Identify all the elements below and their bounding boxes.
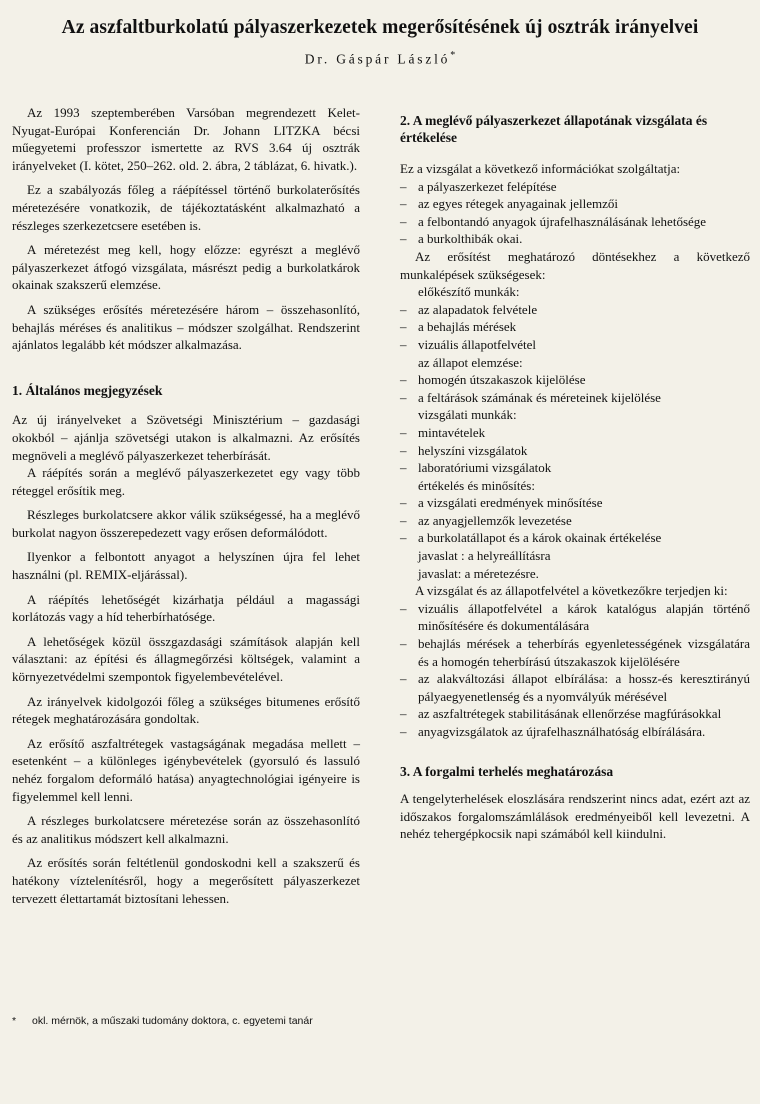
- list-item: – vizuális állapotfelvétel: [400, 336, 750, 354]
- info-list: [400, 178, 750, 248]
- section-heading-2: 2. A meglévő pályaszerkezet állapotának vizsgálata és értékelése: [400, 113, 708, 145]
- intro-paragraph: Az 1993 szeptemberében Varsóban megrendezett Kelet-Nyugat-Európai Konferencián Dr. Johann LITZKA bécsi műegyetemi professzor ismertette az RVS 3.64 új osztrák irányelveket (I. kötet, 250–262. old. 2. ábra, 2 táblázat, 6. hivatk.).: [12, 105, 360, 173]
- list-item: – mintavételek: [400, 424, 750, 442]
- footnote: [12, 1015, 412, 1027]
- intro-paragraph: A szükséges erősítés méretezésére három – összehasonlító, behajlás méréses és analitikus – módszer szolgálhat. Rendszerint ajánlatos legalább két módszer alkalmazása.: [12, 301, 360, 353]
- body-paragraph: Az irányelvek kidolgozói főleg a szükséges bitumenes erősítő rétegek meghatározására gondoltak.: [12, 693, 360, 727]
- state-list: [400, 371, 750, 406]
- list-label: vizsgálati munkák:: [418, 407, 517, 423]
- list-item: – az aszfaltrétegek stabilitásának ellenőrzése magfúrásokkal: [400, 705, 750, 723]
- list-item: – laboratóriumi vizsgálatok: [400, 459, 750, 477]
- list-item: – a feltárások számának és méreteinek kijelölése: [400, 389, 750, 407]
- body-paragraph: A részleges burkolatcsere méretezése során az összehasonlító és az analitikus módszert kell alkalmazni.: [12, 813, 360, 846]
- body-paragraph: Az új irányelveket a Szövetségi Minisztérium – gazdasági okokból – ajánlja szövetségi utakon is alkalmazni. Az erősítés megnöveli a meglévő pályaszerkezet teherbírását.: [12, 412, 360, 463]
- list-label: értékelés és minősítés:: [418, 477, 535, 493]
- list-item: – vizuális állapotfelvétel a károk katalógus alapján történő minősítésére és dokumentálására: [400, 600, 750, 635]
- section-heading-3: 3. A forgalmi terhelés meghatározása: [400, 763, 614, 779]
- author-name: Dr. Gáspár László: [304, 51, 451, 67]
- list-item: – a vizsgálati eredmények minősítése: [400, 494, 750, 512]
- right-column: [400, 112, 750, 843]
- list-label: az állapot elemzése:: [418, 354, 523, 370]
- footnote-mark: *: [12, 1015, 17, 1027]
- list-item: – a burkolatállapot és a károk okainak értékelése: [400, 529, 750, 547]
- eval-list: [400, 494, 750, 547]
- extend-list: [400, 600, 750, 741]
- body-paragraph: Ez a vizsgálat a következő információkat szolgáltatja:: [400, 161, 681, 176]
- list-item: – az alapadatok felvétele: [400, 301, 750, 319]
- article-title: Az aszfaltburkolatú pályaszerkezetek megerősítésének új osztrák irányelvei: [61, 17, 699, 38]
- list-item: – homogén útszakaszok kijelölése: [400, 371, 750, 389]
- list-item: – a burkolthibák okai.: [400, 230, 750, 248]
- body-paragraph: A tengelyterhelések eloszlására rendszerint nincs adat, ezért azt az időszakos forgalomszámlálások eredményeiből kell levezetni. A nehéz tehergépkocsik napi számából kell kiindulni.: [400, 791, 750, 842]
- list-item: – a behajlás mérések: [400, 318, 750, 336]
- proposal-line: javaslat : a helyreállításra: [418, 548, 551, 564]
- author-footnote-mark: *: [450, 50, 456, 61]
- body-paragraph: A vizsgálat és az állapotfelvétel a következőkre terjedjen ki:: [415, 583, 728, 599]
- list-item: – a felbontandó anyagok újrafelhasználásának lehetősége: [400, 213, 750, 231]
- list-item: – helyszíni vizsgálatok: [400, 442, 750, 460]
- body-paragraph: Ilyenkor a felbontott anyagot a helyszínen újra fel lehet használni (pl. REMIX-eljárással).: [12, 549, 360, 583]
- body-paragraph: Részleges burkolatcsere akkor válik szükségessé, ha a meglévő burkolat nagyon összerepedezett vagy erősen deformálódott.: [12, 507, 360, 540]
- body-paragraph: Az erősítést meghatározó döntésekhez a következő munkalépések szükségesek:: [400, 248, 750, 282]
- left-column: [12, 104, 360, 907]
- body-paragraph: A ráépítés során a meglévő pályaszerkezetet egy vagy több réteggel erősítik meg.: [12, 465, 360, 498]
- body-paragraph: Az erősítés során feltétlenül gondoskodni kell a szakszerű és hatékony víztelenítésről, hogy a megerősített pályaszerkezet tervezett élettartamát biztosítani lehessen.: [12, 855, 360, 906]
- exam-list: [400, 424, 750, 477]
- list-item: – a pályaszerkezet felépítése: [400, 178, 750, 196]
- prep-list: [400, 301, 750, 354]
- section-heading-1: 1. Általános megjegyzések: [12, 382, 163, 398]
- list-label: előkészítő munkák:: [418, 284, 520, 300]
- body-paragraph: A ráépítés lehetőségét kizárhatja például a magassági korlátozás vagy a híd teherbírhatósége.: [12, 591, 360, 625]
- footnote-text: okl. mérnök, a műszaki tudomány doktora, c. egyetemi tanár: [32, 1015, 313, 1027]
- intro-paragraph: Ez a szabályozás főleg a ráépítéssel történő burkolaterősítés méretezésére vonatkozik, de tájékoztatásként alkalmazható a részleges szerkezetcsere esetében is.: [12, 182, 360, 233]
- proposal-line: javaslat: a méretezésre.: [418, 565, 539, 581]
- article-author: [0, 50, 760, 68]
- list-item: – behajlás mérések a teherbírás egyenletességének vizsgálatára és a homogén teherbírású útszakaszok kijelölésére: [400, 635, 750, 670]
- body-paragraph: A lehetőségek közül összgazdasági számítások alapján kell választani: az építési és állagmegőrzési költségek, valamint a környezetvédelmi szempontok figyelembevételével.: [12, 633, 360, 685]
- intro-paragraph: A méretezést meg kell, hogy előzze: egyrészt a meglévő pályaszerkezet átfogó vizsgálata, másrészt pedig a burkolatkárok okainak szakszerű elemzése.: [12, 242, 360, 293]
- list-item: – az anyagjellemzők levezetése: [400, 512, 750, 530]
- list-item: – az alakváltozási állapot elbírálása: a hossz-és keresztirányú pályaegyenetlenség és a nyomvályúk mérésével: [400, 670, 750, 705]
- list-item: – az egyes rétegek anyagainak jellemzői: [400, 195, 750, 213]
- list-item: – anyagvizsgálatok az újrafelhasználhatóság elbírálására.: [400, 723, 750, 741]
- body-paragraph: Az erősítő aszfaltrétegek vastagságának megadása mellett – esetenként – a különleges igénybevételek (gyorsuló és lassuló nehéz forgalom deformáló hatása) anyagtechnológiai igényeire is figyelemmel kell lenni.: [12, 735, 360, 804]
